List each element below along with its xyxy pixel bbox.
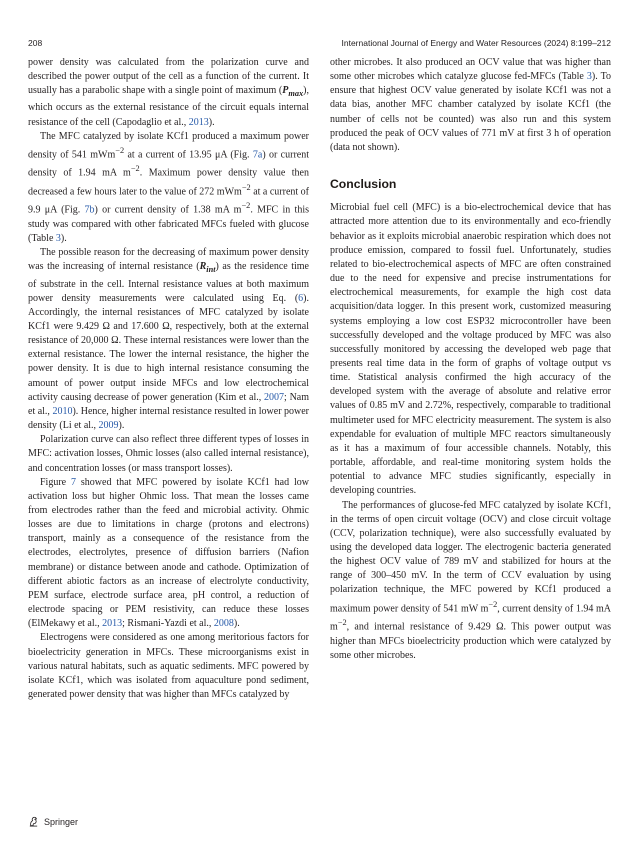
citation-link[interactable]: 2009 [98,420,119,432]
citation-link[interactable]: 2013 [102,618,123,630]
paragraph: The possible reason for the decreasing of maximum power density was the increasing of internal resistance $(R_{int})$ as the residence time of substrate in the cell. Internal resistance values at both maximum power density measurements were calculated using Eq. (6). Accordingly, the internal resistances of MFC catalyzed by isolate KCf1 were 9.429 Ω and 17.600 Ω, respectively, both at the external resistance of 20,000 Ω. These internal resistances were lower than the external resistance. The lower the internal resistance, the higher the power density. It is due to high internal resistance consuming the amount of power output inside MFCs and low electrochemical activity causing decrease of power generation (Kim et al., 2007; Nam et al., 2010). Hence, higher internal resistance resulted in lower power density (Li et al., 2009). [28,247,310,432]
paragraph: other microbes. It also produced an OCV value that was higher than some other microbes which catalyze glucose fed-MFCs (Table 3). To ensure that highest OCV value generated by isolate KCf1 was not a data bias, another MFC chamber catalyzed by isolate KCf1 (the number of cells not be counted) was also run and this system produced the peak of OCV values of 771 mV at first 3 h of operation (data not shown). [330,57,611,153]
springer-horse-icon [28,816,39,827]
footer [28,816,78,827]
citation-link[interactable]: 2007 [264,391,285,403]
citation-link[interactable]: 2013 [188,116,209,128]
page-number: 208 [28,38,43,48]
figure-link[interactable]: 7b [84,204,95,216]
paragraph: The performances of glucose-fed MFC catalyzed by isolate KCf1, in the terms of open circuit voltage (OCV) and close circuit voltage (CCV, polarization technique), were also successfully evaluated by using the developed data logger. The electrogenic bacteria generated the highest OCV value of 789 mV and stabilized for hours at the range of 300–450 mV. In the term of CCV evaluation by using polarization technique, the MFC powered by KCf1 produced a maximum power density of 541 mW $m^{-2}$, current density of 1.94 mA $m^{-2}$, and internal resistance of 9.429 Ω. This power output was higher than MFCs bioelectricity production which were catalyzed by some other microbes. [330,499,611,661]
journal-running-header: International Journal of Energy and Water Resources (2024) 8:199–212 [341,38,611,48]
citation-link[interactable]: 2010 [52,405,73,417]
paragraph: The MFC catalyzed by isolate KCf1 produced a maximum power density of 541 mWm$^{-2}$ at a current of 13.95 μA (Fig. 7a) or current density of 1.94 mA $m^{-2}$. Maximum power density value then decreased a few hours later to the value of 272 mWm$^{-2}$ at a current of 9.9 μA (Fig. 7b) or current density of 1.38 mA $m^{-2}$. MFC in this study was compared with other fabricated MFCs fueled with glucose (Table 3). [28,130,310,245]
left-column [28,56,309,702]
figure-link[interactable]: 7 [71,476,77,488]
paragraph: Figure 7 showed that MFC powered by isolate KCf1 had low activation loss but higher Ohmic loss. That mean the losses came from electrodes rather than the feed and microbial activity. Ohmic losses are due to limitations in charge (protons and electrons) transport, mainly as a consequence of the resistance from the electrodes, electrolytes, presence of diffusion barriers (Nafion membrane) or distance between anode and cathode. Optimization of different abiotic factors as an increase of electrolyte conductivity, PEM surface, electrode surface area, pH control, a reduction of electrode spacing or PEM resistivity, can reduce these losses (ElMekawy et al., 2013; Rismani-Yazdi et al., 2008). [28,476,309,630]
publisher-name: Springer [44,816,79,827]
paragraph: power density was calculated from the polarization curve and described the power output of the cell as a function of the current. It usually has a parabolic shape with a single point of maximum $(P_{max})$, which occurs as the external resistance of the circuit equals internal resistance of the cell (Capodaglio et al., 2013). [28,57,309,128]
paragraph: Microbial fuel cell (MFC) is a bio-electrochemical device that has attracted more attention due to its environmentally and eco-friendly behavior as it exploits microbial anaerobic respiration which does not produce emission, compared to fossil fuel. Unfortunately, studies related to bio-electrochemical aspects of MFC are often constrained due to the need for expensive and precise instrumentations for electrochemical measurements, for example the high cost data acquisition/data logger. In this present work, customized measuring systems employing a low cost ESP32 microcontroller have been successfully developed and the voltage produced by MFC was also successfully monitored by accessing the developed web page that presents real time data in the form of graphs of voltage output vs time. Statistical analysis confirmed the high accuracy of the developed system with the average of absolute and relative error values of 0.85 mV and 2.72%, respectively, comparable to traditional multimeter used for MFC electricity measurement. The system is also expendable for evaluation of multiple MFC reactors simultaneously as it has a maximum of four accessible channels. Notably, this portable, affordable, and real-time monitoring system holds the potential to advance MFC studies significantly, especially in developing countries. [330,202,611,497]
section-heading: Conclusion [330,177,397,192]
right-column [330,56,611,663]
paragraph: Electrogens were considered as one among meritorious factors for bioelectricity generation in MFCs. These microorganisms exist in various natural habitats, such as aquatic sediments. MFC powered by isolate KCf1, which was isolated from aquaculture pond sediment, generated power density that was higher than MFCs catalyzed by [28,632,309,701]
paragraph: Polarization curve can also reflect three different types of losses in MFC: activation losses, Ohmic losses (also called internal resistance), and concentration losses (or mass transport losses). [28,434,309,474]
table-link[interactable]: 3 [55,233,61,245]
citation-link[interactable]: 2008 [213,618,234,630]
equation-link[interactable]: 6 [298,292,304,304]
table-link[interactable]: 3 [586,71,592,83]
figure-link[interactable]: 7a [252,149,263,161]
